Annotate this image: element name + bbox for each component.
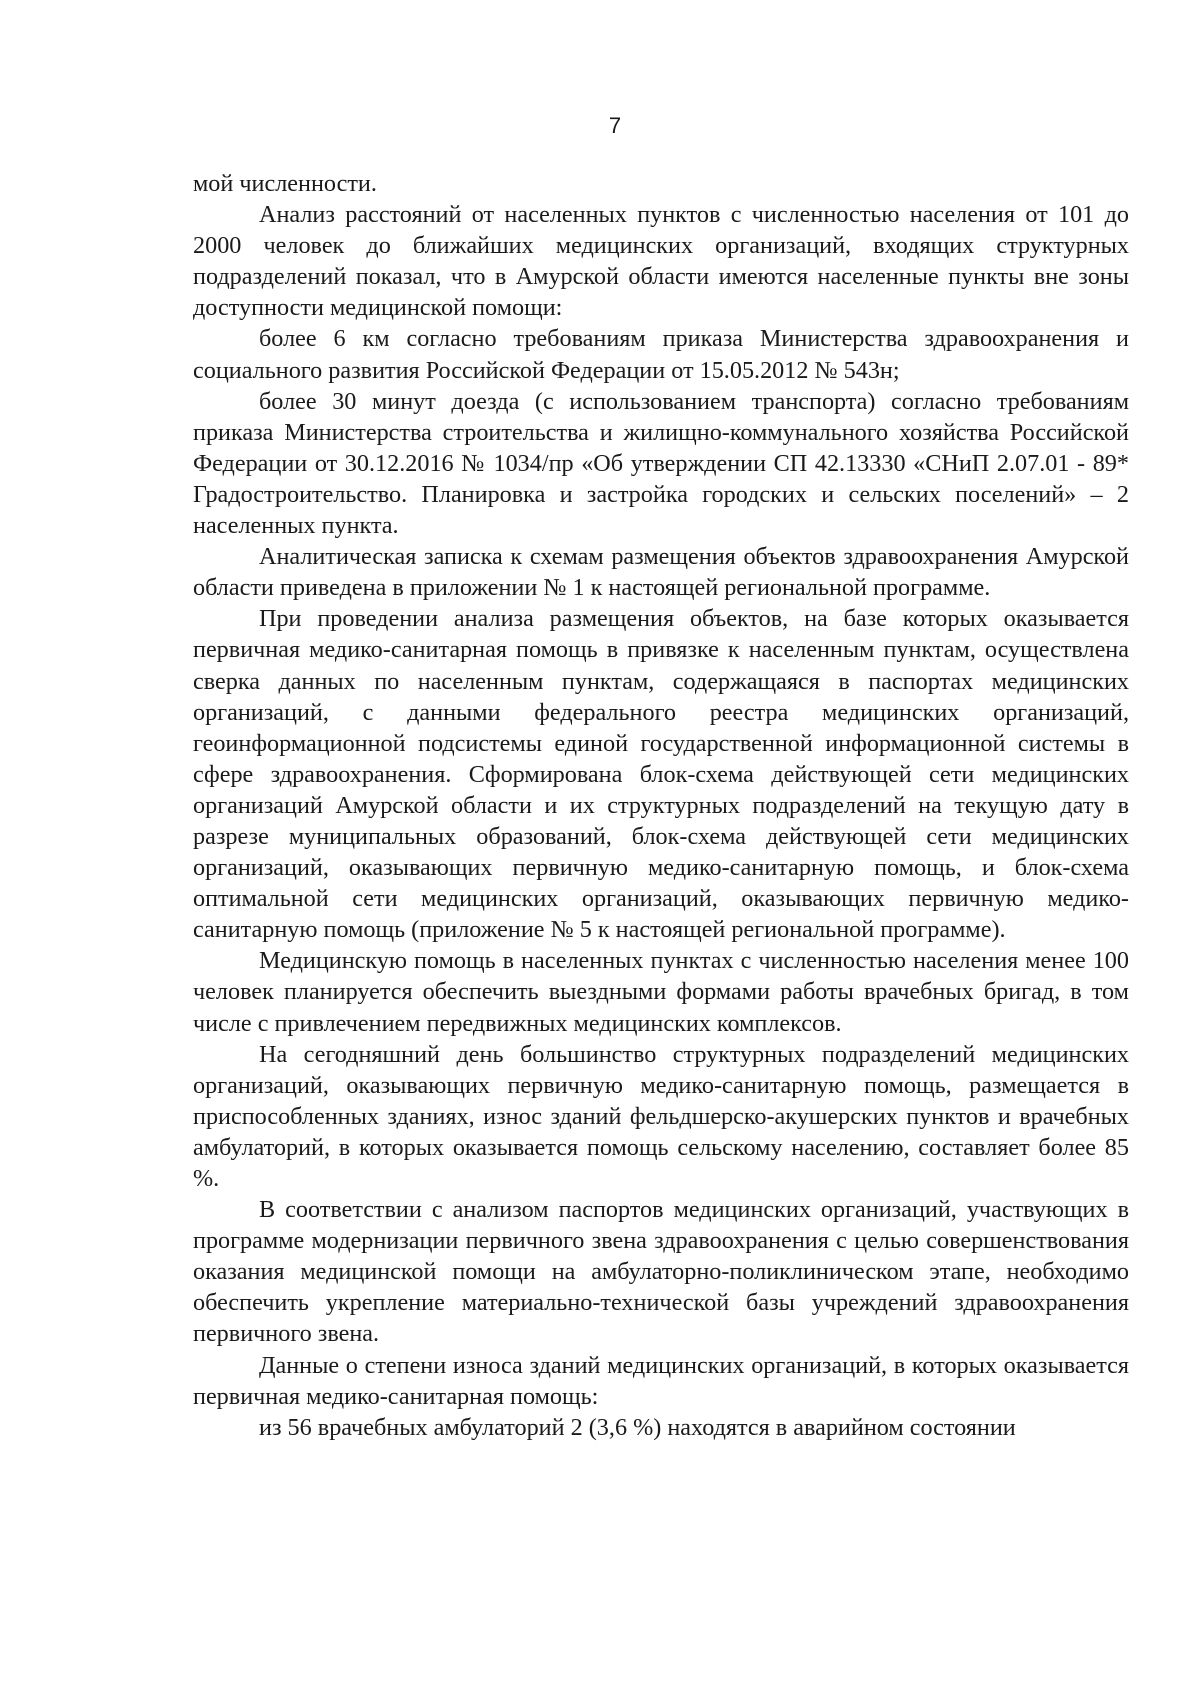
paragraph: В соответствии с анализом паспортов медицинских организаций, участвующих в программе модернизации первичного звена здравоохранения с целью совершенствования оказания медицинской помощи на амбулаторно-поликлиническом этапе, необходимо обеспечить укрепление материально-технической базы учреждений здравоохранения первичного звена. xyxy=(193,1196,1129,1348)
page-number: 7 xyxy=(608,113,622,138)
paragraph: Анализ расстояний от населенных пунктов с численностью населения от 101 до 2000 человек до ближайших медицинских организаций, входящих структурных подразделений показал, что в Амурской области имеются населенные пункты вне зоны доступности медицинской помощи: xyxy=(193,201,1129,322)
paragraph: При проведении анализа размещения объектов, на базе которых оказывается первичная медико-санитарная помощь в привязке к населенным пунктам, осуществлена сверка данных по населенным пунктам, содержащаяся в паспортах медицинских организаций, с данными федерального реестра медицинских организаций, геоинформационной подсистемы единой государственной информационной системы в сфере здравоохранения. Сформирована блок-схема действующей сети медицинских организаций Амурской области и их структурных подразделений на текущую дату в разрезе муниципальных образований, блок-схема действующей сети медицинских организаций, оказывающих первичную медико-санитарную помощь, и блок-схема оптимальной сети медицинских организаций, оказывающих первичную медико-санитарную помощь (приложение № 5 к настоящей региональной программе). xyxy=(193,605,1129,944)
paragraph: более 30 минут доезда (с использованием транспорта) согласно требованиям приказа Министерства строительства и жилищно-коммунального хозяйства Российской Федерации от 30.12.2016 № 1034/пр «Об утверждении СП 42.13330 «СНиП 2.07.01 - 89* Градостроительство. Планировка и застройка городских и сельских поселений» – 2 населенных пункта. xyxy=(193,387,1129,540)
paragraph: мой численности. xyxy=(193,170,377,197)
paragraph: Данные о степени износа зданий медицинских организаций, в которых оказывается первичная медико-санитарная помощь: xyxy=(193,1351,1129,1410)
document-body xyxy=(193,168,1129,1443)
paragraph: Аналитическая записка к схемам размещения объектов здравоохранения Амурской области приведена в приложении № 1 к настоящей региональной программе. xyxy=(193,543,1129,602)
paragraph-last: из 56 врачебных амбулаторий 2 (3,6 %) находятся в аварийном состоянии xyxy=(259,1413,1016,1441)
paragraph: Медицинскую помощь в населенных пунктах с численностью населения менее 100 человек планируется обеспечить выездными формами работы врачебных бригад, в том числе с привлечением передвижных медицинских комплексов. xyxy=(193,947,1129,1037)
paragraph: На сегодняшний день большинство структурных подразделений медицинских организаций, оказывающих первичную медико-санитарную помощь, размещается в приспособленных зданиях, износ зданий фельдшерско-акушерских пунктов и врачебных амбулаторий, в которых оказывается помощь сельскому населению, составляет более 85 %. xyxy=(193,1040,1129,1192)
paragraph: более 6 км согласно требованиям приказа Министерства здравоохранения и социального развития Российской Федерации от 15.05.2012 № 543н; xyxy=(193,325,1129,384)
